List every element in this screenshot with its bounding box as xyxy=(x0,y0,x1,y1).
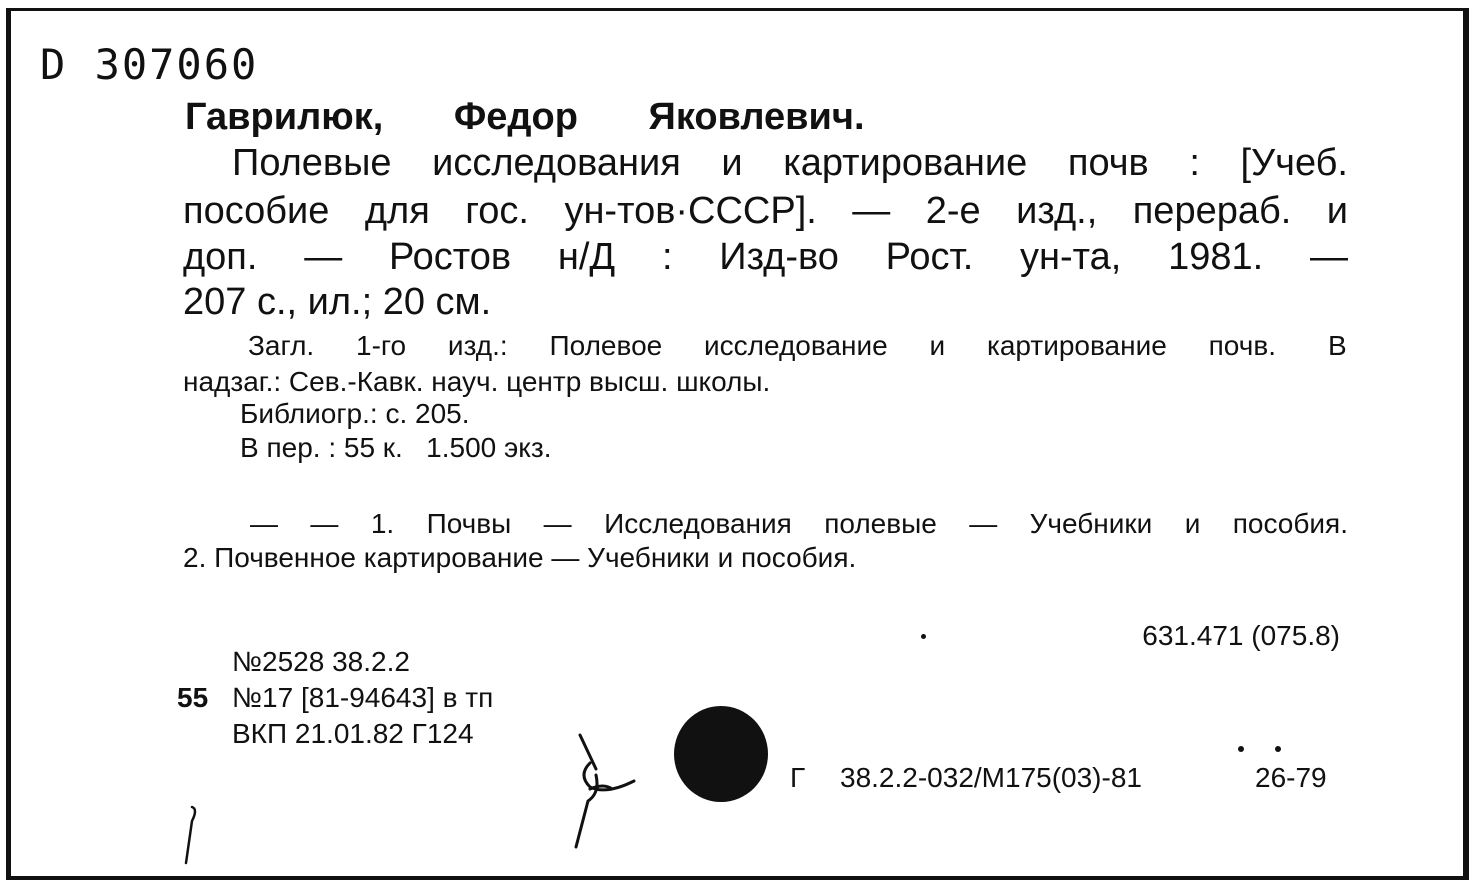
classification-suffix: 26-79 xyxy=(1255,762,1327,793)
catalog-stamp-dot xyxy=(674,706,768,802)
classification-letter: Г xyxy=(790,762,806,793)
first-edition-note-line-1: Загл. 1-го изд.: Полевое исследование и картирование почв. xyxy=(248,330,1276,361)
price-note: В пер. : 55 к. 1.500 экз. xyxy=(240,432,552,463)
first-edition-note-v: В xyxy=(1328,330,1347,361)
call-number: D 307060 xyxy=(40,40,259,89)
udc-index: 631.471 (075.8) xyxy=(1142,620,1340,651)
order-line-2: №17 [81-94643] в тп xyxy=(232,682,494,713)
handwritten-mark xyxy=(560,735,650,855)
subject-line-1: — — 1. Почвы — Исследования полевые — Учебники и пособия. xyxy=(250,508,1348,539)
title-line-3: доп. — Ростов н/Д : Изд-во Рост. ун-та, 1981. — xyxy=(183,236,1348,278)
order-line-3: ВКП 21.01.82 Г124 xyxy=(232,718,474,749)
small-dot xyxy=(921,634,926,639)
author-heading: Гаврилюк, Федор Яковлевич. xyxy=(185,96,865,138)
subject-line-2: 2. Почвенное картирование — Учебники и пособия. xyxy=(183,542,857,573)
title-line-2: пособие для гос. ун-тов·СССР]. — 2-е изд., перераб. и xyxy=(183,190,1348,232)
pen-mark xyxy=(178,805,208,865)
title-line-1: Полевые исследования и картирование почв : [Учеб. xyxy=(232,142,1348,184)
order-line-1: №2528 38.2.2 xyxy=(232,646,410,677)
dot-mark-1 xyxy=(1238,746,1244,752)
classification-code: 38.2.2-032/М175(03)-81 xyxy=(840,762,1142,793)
bibliography-note: Библиогр.: с. 205. xyxy=(240,398,470,429)
order-prefix: 55 xyxy=(177,682,209,713)
first-edition-note-line-2: надзаг.: Сев.-Кавк. науч. центр высш. школы. xyxy=(183,366,771,397)
dot-mark-2 xyxy=(1275,746,1281,752)
title-line-4: 207 с., ил.; 20 см. xyxy=(183,281,492,323)
